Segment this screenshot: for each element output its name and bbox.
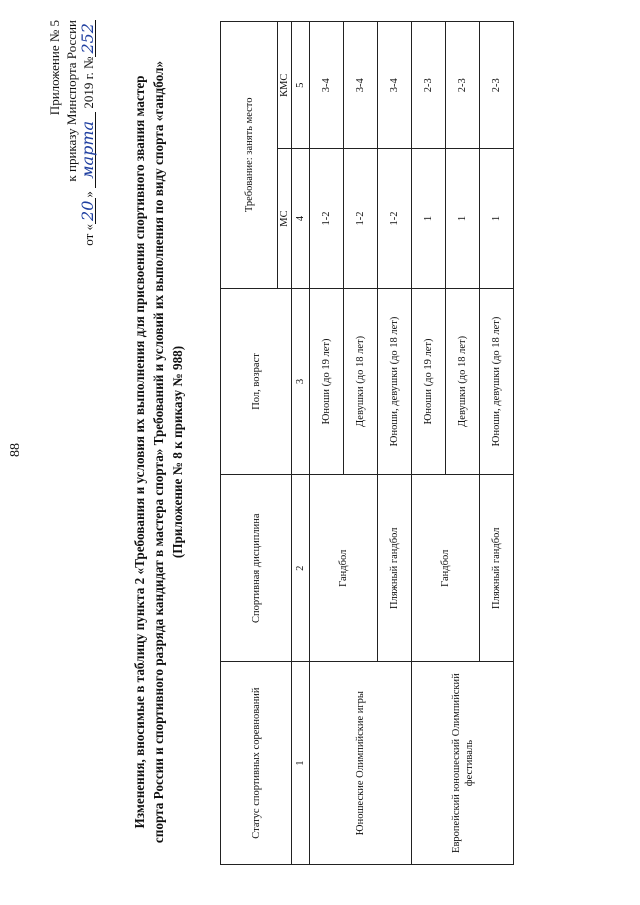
handwritten-day: 20 [80, 198, 96, 224]
gender-age-cell: Девушки (до 18 лет) [344, 288, 378, 475]
document-heading [130, 27, 187, 877]
ms-cell: 1 [480, 149, 514, 288]
ms-cell: 1-2 [378, 149, 412, 288]
handwritten-order-number: 252 [80, 20, 96, 57]
appendix-title: Приложение № 5 [47, 20, 62, 116]
kms-cell: 3-4 [378, 22, 412, 149]
header-requirement: Требование: занять место [221, 22, 278, 289]
heading-line-1: Изменения, вносимые в таблицу пункта 2 «Требования и условия их выполнения для присвоения спортивного звания мастер [132, 75, 147, 829]
discipline-cell: Гандбол [412, 475, 480, 662]
heading-line-2: спорта России и спортивного разряда кандидат в мастера спорта» Требований и условий их выполнения по виду спорта «гандбол» [151, 60, 166, 844]
kms-cell: 2-3 [480, 22, 514, 149]
ms-cell: 1 [412, 149, 446, 288]
gender-age-cell: Юноши, девушки (до 18 лет) [378, 288, 412, 475]
ms-cell: 1 [446, 149, 480, 288]
gender-age-cell: Юноши (до 19 лет) [310, 288, 344, 475]
gender-age-cell: Девушки (до 18 лет) [446, 288, 480, 475]
ms-cell: 1-2 [310, 149, 344, 288]
discipline-cell: Гандбол [310, 475, 378, 662]
column-number: 5 [292, 22, 310, 149]
appendix-order-ref: к приказу Минспорта России [64, 20, 79, 182]
header-ms: МС [278, 149, 292, 288]
date-prefix: от « [81, 223, 96, 246]
column-number: 1 [292, 662, 310, 865]
column-number: 4 [292, 149, 310, 288]
table-row [310, 22, 344, 865]
discipline-cell: Пляжный гандбол [378, 475, 412, 662]
kms-cell: 3-4 [310, 22, 344, 149]
kms-cell: 2-3 [412, 22, 446, 149]
kms-cell: 2-3 [446, 22, 480, 149]
ms-cell: 1-2 [344, 149, 378, 288]
header-discipline: Спортивная дисциплина [221, 475, 292, 662]
column-number: 2 [292, 475, 310, 662]
header-status: Статус спортивных соревнований [221, 662, 292, 865]
date-mid: » [81, 191, 96, 198]
handwritten-month: марта [80, 112, 96, 188]
column-number-row [292, 22, 310, 865]
date-year: 2019 г. № [81, 56, 96, 109]
gender-age-cell: Юноши, девушки (до 18 лет) [480, 288, 514, 475]
appendix-date-line [80, 20, 97, 270]
kms-cell: 3-4 [344, 22, 378, 149]
table-header-row [221, 22, 278, 865]
appendix-reference [46, 20, 97, 270]
header-kms: КМС [278, 22, 292, 149]
page-number: 88 [8, 443, 23, 457]
header-gender-age: Пол, возраст [221, 288, 292, 475]
requirements-table [220, 21, 514, 865]
heading-line-3: (Приложение № 8 к приказу № 988) [170, 345, 185, 559]
column-number: 3 [292, 288, 310, 475]
gender-age-cell: Юноши (до 19 лет) [412, 288, 446, 475]
table-row [412, 22, 446, 865]
discipline-cell: Пляжный гандбол [480, 475, 514, 662]
status-cell: Юношеские Олимпийские игры [310, 662, 412, 865]
status-cell: Европейский юношеский Олимпийский фестиваль [412, 662, 514, 865]
